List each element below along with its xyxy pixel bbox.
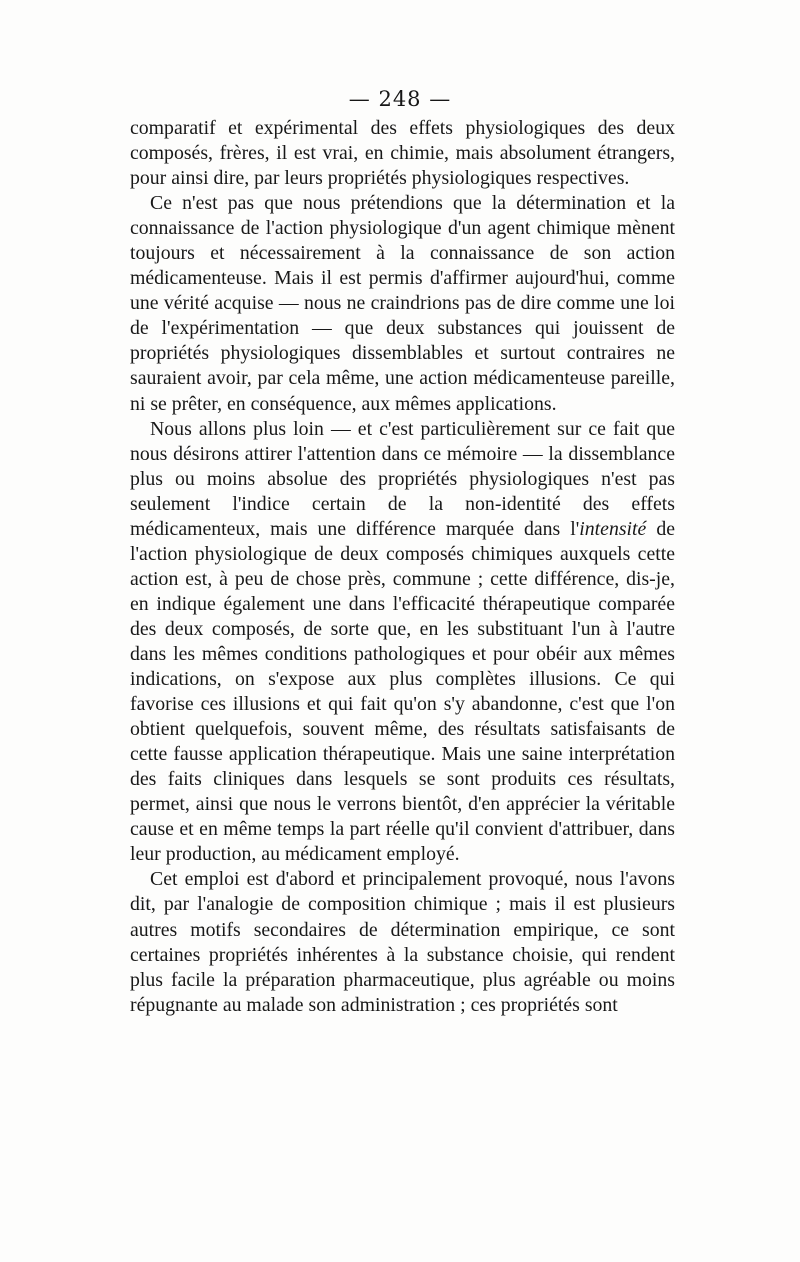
- paragraph-3-part-1: Nous allons plus loin — et c'est particulièrement sur ce fait que nous désirons attirer l'attention dans ce mémoire — la dissemblance plus ou moins absolue des propriétés physiologiques n'est pas seulement l'indice certain de la non-identité des effets médicamenteux, mais une différence marquée dans l': [130, 417, 675, 540]
- body-text: [130, 116, 675, 1018]
- paragraph-4: Cet emploi est d'abord et principalement provoqué, nous l'avons dit, par l'analogie de composition chimique ; mais il est plusieurs autres motifs secondaires de détermination empirique, ce sont certaines propriétés inhérentes à la substance choisie, qui rendent plus facile la préparation pharmaceutique, plus agréable ou moins répugnante au malade son administration ; ces propriétés sont: [130, 868, 675, 1016]
- paragraph-2: Ce n'est pas que nous prétendions que la détermination et la connaissance de l'action physiologique d'un agent chimique mènent toujours et nécessairement à la connaissance de son action médicamenteuse. Mais il est permis d'affirmer aujourd'hui, comme une vérité acquise — nous ne craindrions pas de dire comme une loi de l'expérimentation — que deux substances qui jouissent de propriétés physiologiques dissemblables et surtout contraires ne sauraient avoir, par cela même, une action médicamenteuse pareille, ni se prêter, en conséquence, aux mêmes applications.: [130, 192, 675, 415]
- italic-word-intensite: intensité: [579, 517, 647, 540]
- paragraph-1: comparatif et expérimental des effets physiologiques des deux composés, frères, il est vrai, en chimie, mais absolument étrangers, pour ainsi dire, par leurs propriétés physiologiques respectives.: [130, 117, 675, 190]
- paragraph-3-part-2: de l'action physiologique de deux composés chimiques auxquels cette action est, à peu de chose près, commune ; cette différence, dis-je, en indique également une dans l'efficacité thérapeutique comparée des deux composés, de sorte que, en les substituant l'un à l'autre dans les mêmes conditions pathologiques et pour obéir aux mêmes indications, on s'expose aux plus complètes illusions. Ce qui favorise ces illusions et qui fait qu'on s'y abandonne, c'est que l'on obtient quelquefois, souvent même, des résultats satisfaisants de cette fausse application thérapeutique. Mais une saine interprétation des faits cliniques dans lesquels se sont produits ces résultats, permet, ainsi que nous le verrons bientôt, d'en apprécier la véritable cause et en même temps la part réelle qu'il convient d'attribuer, dans leur production, au médicament employé.: [130, 517, 675, 866]
- page-number: — 248 —: [348, 87, 452, 111]
- paragraph-3: [130, 417, 675, 868]
